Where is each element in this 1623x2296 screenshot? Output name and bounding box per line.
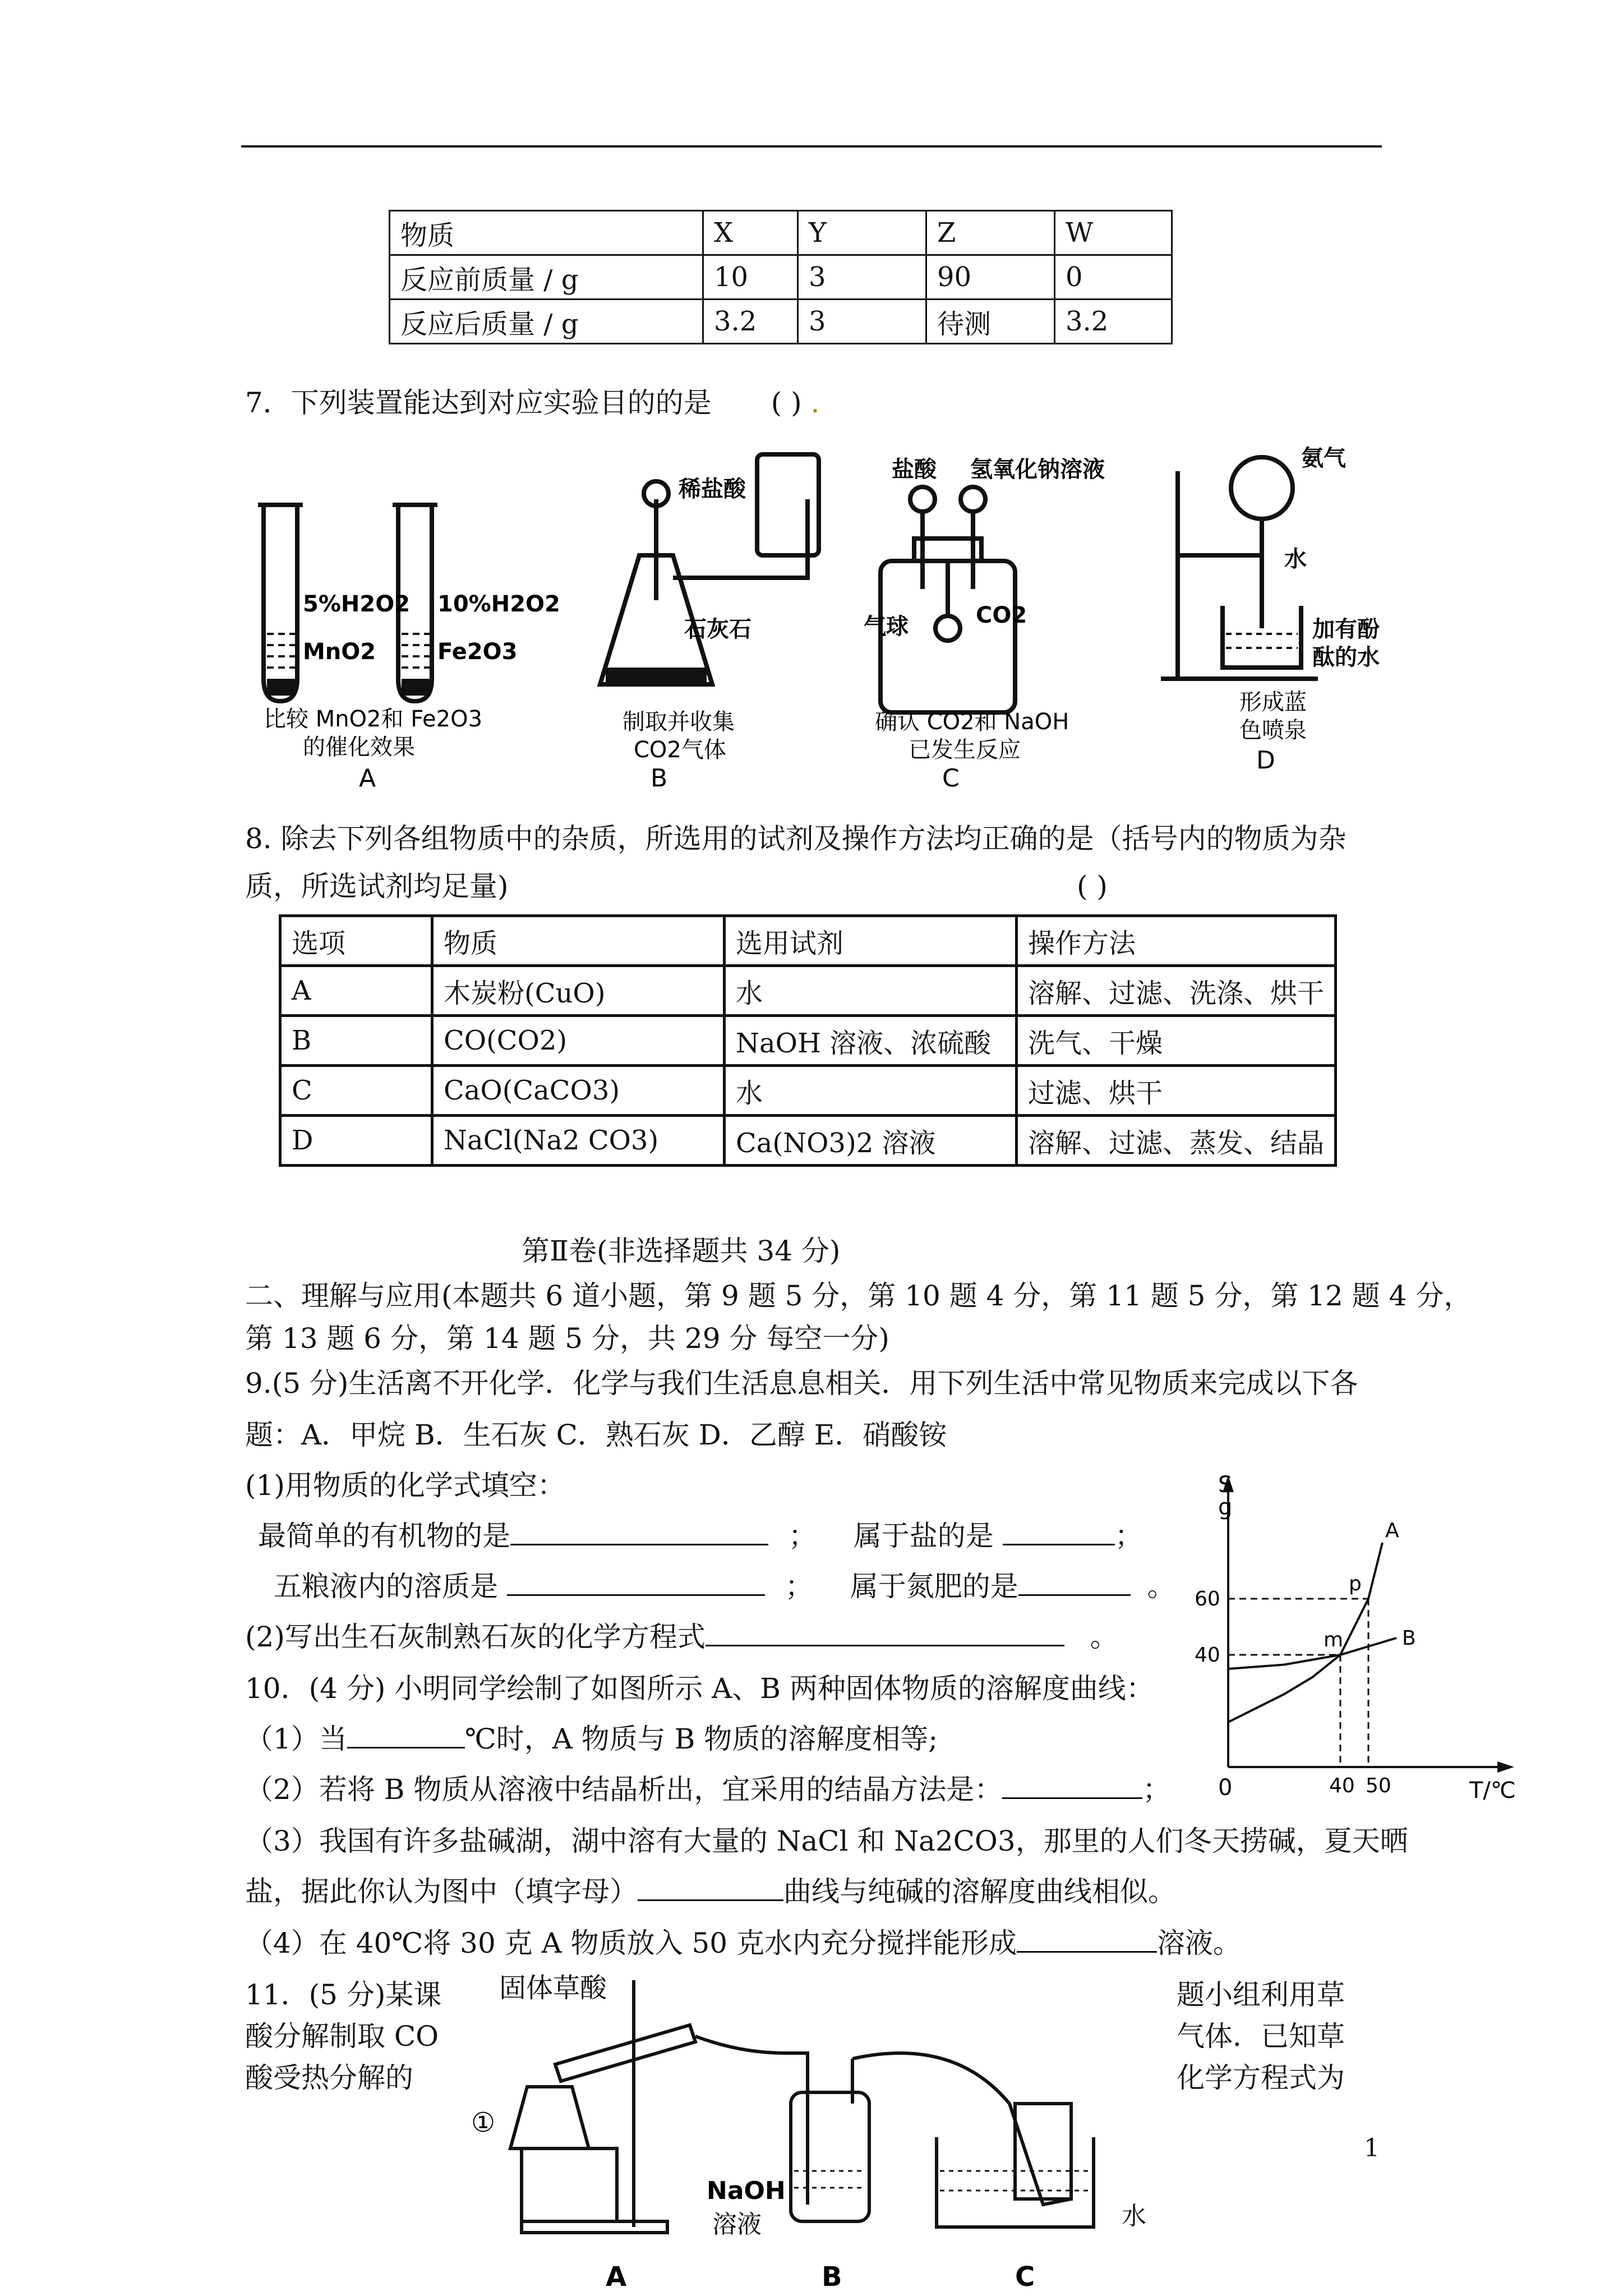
q8-answer-paren: ( )	[1077, 870, 1108, 903]
fig-d-caption-2: 色喷泉	[1239, 717, 1307, 743]
q9-blank-nitrogen[interactable]	[1018, 1570, 1131, 1596]
q10-line-4: （3）我国有许多盐碱湖，湖中溶有大量的 NaCl 和 Na2CO3，那里的人们冬天捞碱，夏天晒	[245, 1825, 1408, 1857]
q7-figures	[241, 443, 1396, 802]
q11-fig-label-4: 溶液	[712, 2210, 762, 2239]
q10-prompt-4: （4）在 40℃将 30 克 A 物质放入 50 克水内充分搅拌能形成	[245, 1927, 1017, 1959]
part2-intro-1: 二、理解与应用(本题共 6 道小题，第 9 题 5 分，第 10 题 4 分，第 11 题 5 分，第 12 题 4 分，	[245, 1280, 1472, 1312]
fig-c-caption-1: 确认 CO2和 NaOH	[875, 709, 1069, 735]
fig-a-caption-2: 的催化效果	[303, 734, 415, 760]
table-cell: X	[703, 211, 798, 255]
fig-c-caption-2: 已发生反应	[909, 737, 1021, 763]
table-cell: 3.2	[703, 300, 798, 344]
table-cell: 物质	[432, 916, 725, 966]
fig-d-caption-1: 形成蓝	[1239, 689, 1307, 715]
part2-heading: 第Ⅱ卷(非选择题共 34 分)	[522, 1235, 841, 1267]
q10-line-3	[245, 1773, 1170, 1806]
table-cell: C	[280, 1066, 432, 1116]
q9-line-1: 9.(5 分)生活离不开化学．化学与我们生活息息相关．用下列生活中常见物质来完成以下各	[245, 1367, 1358, 1400]
q9-blank-equation[interactable]	[706, 1620, 1064, 1646]
fig-c-letter: C	[942, 764, 960, 793]
table-cell: W	[1055, 211, 1172, 255]
fig-b-label-1: 稀盐酸	[679, 476, 746, 502]
q10-line-1: 10．(4 分) 小明同学绘制了如图所示 A、B 两种固体物质的溶解度曲线：	[245, 1672, 1154, 1705]
table-cell: 过滤、烘干	[1017, 1066, 1336, 1116]
q10-sep-2: ；	[1142, 1773, 1171, 1806]
y-tick-60: 60	[1195, 1588, 1220, 1611]
q10-line-5	[245, 1875, 1176, 1908]
point-p-label: p	[1349, 1572, 1362, 1595]
q9-line-4	[258, 1519, 1143, 1553]
table-cell: 水	[725, 966, 1017, 1016]
table-row	[280, 1116, 1336, 1166]
q9-sep-1: ；	[788, 1520, 817, 1552]
curve-b-label: B	[1402, 1627, 1416, 1650]
table-header-row	[390, 211, 1172, 255]
fig-a-label-4: Fe2O3	[437, 639, 518, 665]
table-cell: 洗气、干燥	[1017, 1016, 1336, 1066]
table-row	[280, 1066, 1336, 1116]
fig-a-label-2: MnO2	[303, 639, 376, 665]
q9-prompt-solute: 五粮液内的溶质是	[274, 1570, 498, 1603]
table-cell: B	[280, 1016, 432, 1066]
q9-line-2: 题：A．甲烷 B．生石灰 C．熟石灰 D．乙醇 E．硝酸铵	[245, 1419, 947, 1451]
q9-prompt-equation: (2)写出生石灰制熟石灰的化学方程式	[245, 1621, 706, 1653]
y-tick-40: 40	[1195, 1644, 1220, 1667]
q9-blank-organic[interactable]	[510, 1519, 768, 1545]
table-cell: 反应后质量 / g	[390, 300, 703, 344]
table-cell: 90	[926, 255, 1055, 300]
q10-text-4: 溶液。	[1156, 1927, 1241, 1959]
chart-origin: 0	[1218, 1775, 1233, 1801]
x-tick-50: 50	[1366, 1774, 1391, 1797]
q9-prompt-organic: 最简单的有机物的是	[258, 1520, 510, 1552]
table-cell: 木炭粉(CuO)	[432, 966, 725, 1016]
q9-blank-solute[interactable]	[507, 1570, 765, 1596]
q11-line-3a: 酸受热分解的	[245, 2062, 413, 2094]
q10-blank-3[interactable]	[638, 1875, 783, 1901]
table-cell: 操作方法	[1017, 916, 1336, 966]
table-cell: 选用试剂	[725, 916, 1017, 966]
q9-sep-2: ；	[1114, 1520, 1143, 1552]
q8-text-2: 质，所选试剂均足量)	[245, 870, 509, 903]
q11-line-2a: 酸分解制取 CO	[245, 2020, 439, 2053]
curve-a-label: A	[1385, 1519, 1399, 1542]
q10-prompt-2: （2）若将 B 物质从溶液中结晶析出，宜采用的结晶方法是：	[245, 1773, 1003, 1806]
q9-line-6	[245, 1620, 1118, 1654]
q9-prompt-salt: 属于盐的是	[853, 1520, 994, 1552]
q7-fig-c	[880, 487, 1015, 712]
table-cell: 待测	[926, 300, 1055, 344]
q11-line-1b: 题小组利用草	[1177, 1978, 1345, 2011]
x-axis-arrow	[1497, 1761, 1514, 1773]
q8-line-1: 8. 除去下列各组物质中的杂质，所选用的试剂及操作方法均正确的是（括号内的物质为杂	[245, 822, 1347, 855]
curve-a	[1228, 1543, 1382, 1722]
table-row	[280, 1016, 1336, 1066]
table-cell: 反应前质量 / g	[390, 255, 703, 300]
q10-prompt-3: 盐，据此你认为图中（填字母）	[245, 1875, 638, 1908]
fig-d-label-4: 酞的水	[1312, 645, 1380, 670]
table-cell: NaOH 溶液、浓硫酸	[725, 1016, 1017, 1066]
table-cell: 3	[798, 300, 926, 344]
q10-text-1: ℃时，A 物质与 B 物质的溶解度相等;	[464, 1723, 938, 1755]
fig-b-caption-1: 制取并收集	[623, 709, 735, 735]
table-cell: CO(CO2)	[432, 1016, 725, 1066]
curve-b	[1228, 1638, 1396, 1669]
q9-sep-3: ；	[785, 1570, 813, 1603]
q7-text: 7．下列装置能达到对应实验目的的是	[245, 386, 712, 419]
q10-text-3: 曲线与纯碱的溶解度曲线相似。	[783, 1875, 1176, 1908]
q8-line-2	[245, 869, 1108, 903]
table-cell: 溶解、过滤、洗涤、烘干	[1017, 966, 1336, 1016]
impurity-table	[279, 914, 1337, 1167]
table-cell: A	[280, 966, 432, 1016]
fig-b-letter: B	[651, 764, 668, 793]
q9-blank-salt[interactable]	[1003, 1519, 1115, 1545]
table-cell: NaCl(Na2 CO3)	[432, 1116, 725, 1166]
q11-apparatus	[449, 1969, 1155, 2296]
q9-sep-5: 。	[1090, 1621, 1118, 1653]
q11-fig-letter-b: B	[822, 2261, 842, 2293]
fig-d-label-1: 氨气	[1301, 445, 1346, 471]
q11-fig-label-2: ①	[471, 2107, 496, 2138]
q11-fig-label-3: NaOH	[707, 2177, 786, 2205]
chart-ylabel-bottom: g	[1218, 1494, 1233, 1520]
fig-d-label-3: 加有酚	[1312, 616, 1380, 642]
q11-fig-label-5: 水	[1122, 2202, 1146, 2230]
q11-fig-letter-c: C	[1015, 2261, 1035, 2293]
table-row	[390, 255, 1172, 300]
q10-blank-4[interactable]	[1017, 1926, 1157, 1953]
table-header-row	[280, 916, 1336, 966]
table-cell: Z	[926, 211, 1055, 255]
q11-line-1a: 11．(5 分)某课	[245, 1978, 442, 2011]
q10-blank-2[interactable]	[1002, 1773, 1142, 1799]
table-cell: 3	[798, 255, 926, 300]
table-row	[280, 966, 1336, 1016]
mass-table	[389, 210, 1173, 344]
fig-c-label-4: CO2	[976, 602, 1027, 628]
fig-a-label-1: 5%H2O2	[303, 591, 411, 617]
q11-line-2b: 气体．已知草	[1177, 2020, 1345, 2053]
page-number: 1	[1364, 2134, 1380, 2162]
table-cell: Ca(NO3)2 溶液	[725, 1116, 1017, 1166]
fig-a-letter: A	[359, 764, 376, 793]
q10-line-2	[245, 1722, 938, 1756]
q9-line-3: (1)用物质的化学式填空：	[245, 1469, 565, 1502]
table-cell: D	[280, 1116, 432, 1166]
table-cell: 10	[703, 255, 798, 300]
x-tick-40: 40	[1329, 1774, 1355, 1797]
part2-intro-2: 第 13 题 6 分，第 14 题 5 分，共 29 分 每空一分)	[245, 1322, 889, 1355]
q11-line-3b: 化学方程式为	[1177, 2062, 1345, 2094]
solubility-chart	[1183, 1464, 1520, 1812]
q10-prompt-1: （1）当	[245, 1723, 347, 1755]
table-cell: CaO(CaCO3)	[432, 1066, 725, 1116]
chart-ylabel-top: S	[1218, 1472, 1233, 1498]
table-cell: Y	[798, 211, 926, 255]
table-cell: 水	[725, 1066, 1017, 1116]
header-rule	[241, 145, 1382, 148]
fig-b-caption-2: CO2气体	[634, 737, 726, 763]
fig-c-label-1: 盐酸	[892, 457, 937, 482]
table-cell: 选项	[280, 916, 432, 966]
fig-a-label-3: 10%H2O2	[437, 591, 560, 617]
table-cell: 3.2	[1055, 300, 1172, 344]
q9-sep-4: 。	[1147, 1570, 1175, 1603]
fig-c-label-3: 气球	[864, 614, 909, 639]
fig-b-label-2: 石灰石	[684, 616, 751, 642]
q11-fig-label-1: 固体草酸	[499, 1972, 607, 2004]
q11-fig-letter-a: A	[606, 2261, 627, 2293]
table-row	[390, 300, 1172, 344]
fig-a-caption-1: 比较 MnO2和 Fe2O3	[264, 706, 483, 732]
table-cell: 0	[1055, 255, 1172, 300]
q9-prompt-nitrogen: 属于氮肥的是	[850, 1570, 1018, 1603]
q9-line-5	[274, 1570, 1175, 1603]
fig-d-letter: D	[1256, 746, 1275, 775]
fig-c-label-2: 氢氧化钠溶液	[970, 457, 1105, 482]
q7-stem: 7．下列装置能达到对应实验目的的是 ( ) .	[245, 386, 820, 419]
point-m-label: m	[1324, 1628, 1344, 1651]
q10-blank-1[interactable]	[347, 1722, 465, 1749]
chart-xlabel: T/℃	[1469, 1778, 1516, 1803]
q10-line-6	[245, 1926, 1241, 1960]
q7-answer-paren: ( )	[771, 386, 802, 419]
table-cell: 溶解、过滤、蒸发、结晶	[1017, 1116, 1336, 1166]
table-cell: 物质	[390, 211, 703, 255]
fig-d-label-2: 水	[1284, 546, 1307, 572]
